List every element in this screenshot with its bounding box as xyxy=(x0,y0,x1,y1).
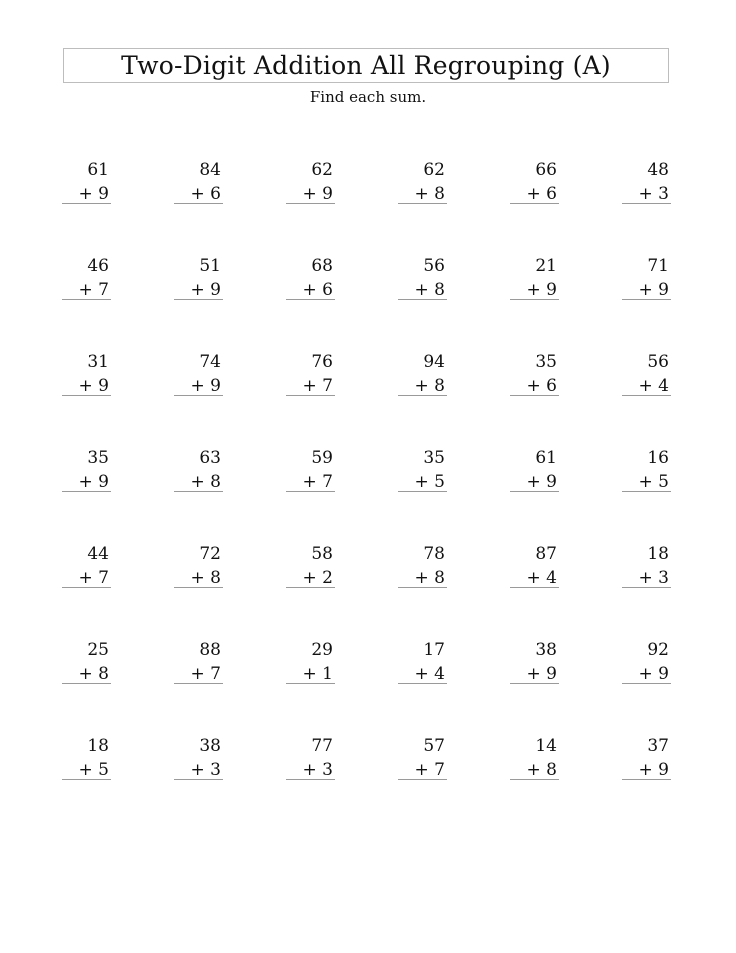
problem-top-number: 58 xyxy=(311,544,333,564)
problem-addend: + 7 xyxy=(78,568,109,588)
problem-top-number: 66 xyxy=(535,160,557,180)
problem-top-number: 21 xyxy=(535,256,557,276)
answer-line xyxy=(398,299,447,300)
addition-problem xyxy=(510,734,559,782)
problem-addend: + 8 xyxy=(414,184,445,204)
addition-problem xyxy=(286,638,335,686)
problem-addend: + 9 xyxy=(638,280,669,300)
problem-top-number: 94 xyxy=(423,352,445,372)
answer-line xyxy=(622,491,671,492)
problem-addend: + 9 xyxy=(526,664,557,684)
answer-line xyxy=(286,203,335,204)
problem-addend: + 9 xyxy=(302,184,333,204)
problem-top-number: 38 xyxy=(535,640,557,660)
addition-problem xyxy=(622,446,671,494)
addition-problem xyxy=(62,350,111,398)
answer-line xyxy=(174,203,223,204)
answer-line xyxy=(398,587,447,588)
problem-top-number: 48 xyxy=(647,160,669,180)
problem-addend: + 8 xyxy=(190,568,221,588)
addition-problem xyxy=(62,158,111,206)
addition-problem xyxy=(62,254,111,302)
addition-problem xyxy=(174,734,223,782)
answer-line xyxy=(398,395,447,396)
problem-top-number: 51 xyxy=(199,256,221,276)
problem-top-number: 18 xyxy=(87,736,109,756)
problem-top-number: 18 xyxy=(647,544,669,564)
answer-line xyxy=(62,683,111,684)
problem-addend: + 7 xyxy=(302,376,333,396)
answer-line xyxy=(174,587,223,588)
problem-addend: + 3 xyxy=(638,568,669,588)
addition-problem xyxy=(174,638,223,686)
problem-top-number: 74 xyxy=(199,352,221,372)
addition-problem xyxy=(510,350,559,398)
problem-addend: + 8 xyxy=(78,664,109,684)
problem-addend: + 7 xyxy=(414,760,445,780)
answer-line xyxy=(174,395,223,396)
problem-top-number: 29 xyxy=(311,640,333,660)
answer-line xyxy=(510,203,559,204)
answer-line xyxy=(286,779,335,780)
problem-addend: + 8 xyxy=(526,760,557,780)
problem-top-number: 35 xyxy=(535,352,557,372)
problem-top-number: 14 xyxy=(535,736,557,756)
addition-problem xyxy=(174,158,223,206)
problem-top-number: 61 xyxy=(87,160,109,180)
addition-problem xyxy=(398,446,447,494)
problem-top-number: 46 xyxy=(87,256,109,276)
answer-line xyxy=(174,299,223,300)
answer-line xyxy=(622,779,671,780)
addition-problem xyxy=(622,638,671,686)
answer-line xyxy=(398,491,447,492)
problem-top-number: 38 xyxy=(199,736,221,756)
problem-addend: + 9 xyxy=(78,472,109,492)
answer-line xyxy=(62,203,111,204)
title-box xyxy=(63,48,669,83)
problem-top-number: 37 xyxy=(647,736,669,756)
problem-addend: + 4 xyxy=(414,664,445,684)
problem-addend: + 8 xyxy=(414,568,445,588)
worksheet-title: Two-Digit Addition All Regrouping (A) xyxy=(121,51,611,80)
addition-problem xyxy=(174,446,223,494)
addition-problem xyxy=(622,542,671,590)
problem-addend: + 8 xyxy=(190,472,221,492)
problem-addend: + 9 xyxy=(526,472,557,492)
problem-top-number: 56 xyxy=(647,352,669,372)
problem-top-number: 77 xyxy=(311,736,333,756)
problem-addend: + 5 xyxy=(638,472,669,492)
problem-top-number: 72 xyxy=(199,544,221,564)
problem-addend: + 9 xyxy=(638,664,669,684)
addition-problem xyxy=(510,446,559,494)
addition-problem xyxy=(398,638,447,686)
problem-top-number: 87 xyxy=(535,544,557,564)
problem-top-number: 16 xyxy=(647,448,669,468)
problem-top-number: 35 xyxy=(87,448,109,468)
problem-top-number: 56 xyxy=(423,256,445,276)
problem-top-number: 92 xyxy=(647,640,669,660)
addition-problem xyxy=(286,446,335,494)
answer-line xyxy=(510,491,559,492)
problem-addend: + 8 xyxy=(414,280,445,300)
addition-problem xyxy=(62,638,111,686)
addition-problem xyxy=(398,350,447,398)
answer-line xyxy=(286,587,335,588)
answer-line xyxy=(622,203,671,204)
answer-line xyxy=(62,491,111,492)
answer-line xyxy=(62,395,111,396)
answer-line xyxy=(286,683,335,684)
problem-addend: + 6 xyxy=(526,376,557,396)
addition-problem xyxy=(62,542,111,590)
answer-line xyxy=(62,779,111,780)
addition-problem xyxy=(62,734,111,782)
problem-addend: + 7 xyxy=(78,280,109,300)
problem-addend: + 7 xyxy=(190,664,221,684)
problem-addend: + 4 xyxy=(526,568,557,588)
problem-addend: + 6 xyxy=(526,184,557,204)
problem-top-number: 78 xyxy=(423,544,445,564)
addition-problem xyxy=(510,254,559,302)
problem-top-number: 71 xyxy=(647,256,669,276)
addition-problem xyxy=(286,254,335,302)
problem-top-number: 84 xyxy=(199,160,221,180)
addition-problem xyxy=(622,350,671,398)
problem-addend: + 4 xyxy=(638,376,669,396)
problem-addend: + 2 xyxy=(302,568,333,588)
answer-line xyxy=(510,779,559,780)
addition-problem xyxy=(398,734,447,782)
answer-line xyxy=(174,683,223,684)
problem-addend: + 5 xyxy=(414,472,445,492)
problem-addend: + 8 xyxy=(414,376,445,396)
addition-problem xyxy=(286,158,335,206)
problem-addend: + 9 xyxy=(78,184,109,204)
problem-addend: + 3 xyxy=(190,760,221,780)
problem-addend: + 7 xyxy=(302,472,333,492)
answer-line xyxy=(398,683,447,684)
addition-problem xyxy=(398,158,447,206)
problem-top-number: 62 xyxy=(311,160,333,180)
answer-line xyxy=(62,299,111,300)
addition-problem xyxy=(622,734,671,782)
addition-problem xyxy=(286,350,335,398)
problem-addend: + 6 xyxy=(302,280,333,300)
problem-top-number: 61 xyxy=(535,448,557,468)
problem-top-number: 31 xyxy=(87,352,109,372)
addition-problem xyxy=(622,254,671,302)
problem-top-number: 62 xyxy=(423,160,445,180)
problem-addend: + 9 xyxy=(190,280,221,300)
problem-addend: + 9 xyxy=(190,376,221,396)
problem-top-number: 76 xyxy=(311,352,333,372)
answer-line xyxy=(174,491,223,492)
answer-line xyxy=(622,299,671,300)
answer-line xyxy=(174,779,223,780)
addition-problem xyxy=(62,446,111,494)
addition-problem xyxy=(622,158,671,206)
answer-line xyxy=(622,395,671,396)
answer-line xyxy=(510,683,559,684)
problem-addend: + 3 xyxy=(302,760,333,780)
problem-top-number: 59 xyxy=(311,448,333,468)
addition-problem xyxy=(510,638,559,686)
problem-top-number: 17 xyxy=(423,640,445,660)
answer-line xyxy=(286,395,335,396)
answer-line xyxy=(510,395,559,396)
addition-problem xyxy=(398,254,447,302)
answer-line xyxy=(622,683,671,684)
problem-top-number: 35 xyxy=(423,448,445,468)
problem-addend: + 5 xyxy=(78,760,109,780)
problem-top-number: 63 xyxy=(199,448,221,468)
addition-problem xyxy=(398,542,447,590)
problem-addend: + 6 xyxy=(190,184,221,204)
problem-grid xyxy=(62,158,671,782)
problem-addend: + 9 xyxy=(638,760,669,780)
answer-line xyxy=(286,491,335,492)
problem-top-number: 88 xyxy=(199,640,221,660)
problem-addend: + 9 xyxy=(526,280,557,300)
problem-top-number: 68 xyxy=(311,256,333,276)
addition-problem xyxy=(510,542,559,590)
answer-line xyxy=(286,299,335,300)
answer-line xyxy=(510,587,559,588)
addition-problem xyxy=(286,542,335,590)
problem-addend: + 9 xyxy=(78,376,109,396)
problem-top-number: 57 xyxy=(423,736,445,756)
problem-addend: + 1 xyxy=(302,664,333,684)
answer-line xyxy=(398,779,447,780)
problem-top-number: 25 xyxy=(87,640,109,660)
addition-problem xyxy=(174,350,223,398)
answer-line xyxy=(62,587,111,588)
answer-line xyxy=(398,203,447,204)
problem-addend: + 3 xyxy=(638,184,669,204)
addition-problem xyxy=(174,542,223,590)
answer-line xyxy=(622,587,671,588)
addition-problem xyxy=(286,734,335,782)
worksheet-instructions: Find each sum. xyxy=(309,88,427,106)
addition-problem xyxy=(174,254,223,302)
addition-problem xyxy=(510,158,559,206)
answer-line xyxy=(510,299,559,300)
problem-top-number: 44 xyxy=(87,544,109,564)
